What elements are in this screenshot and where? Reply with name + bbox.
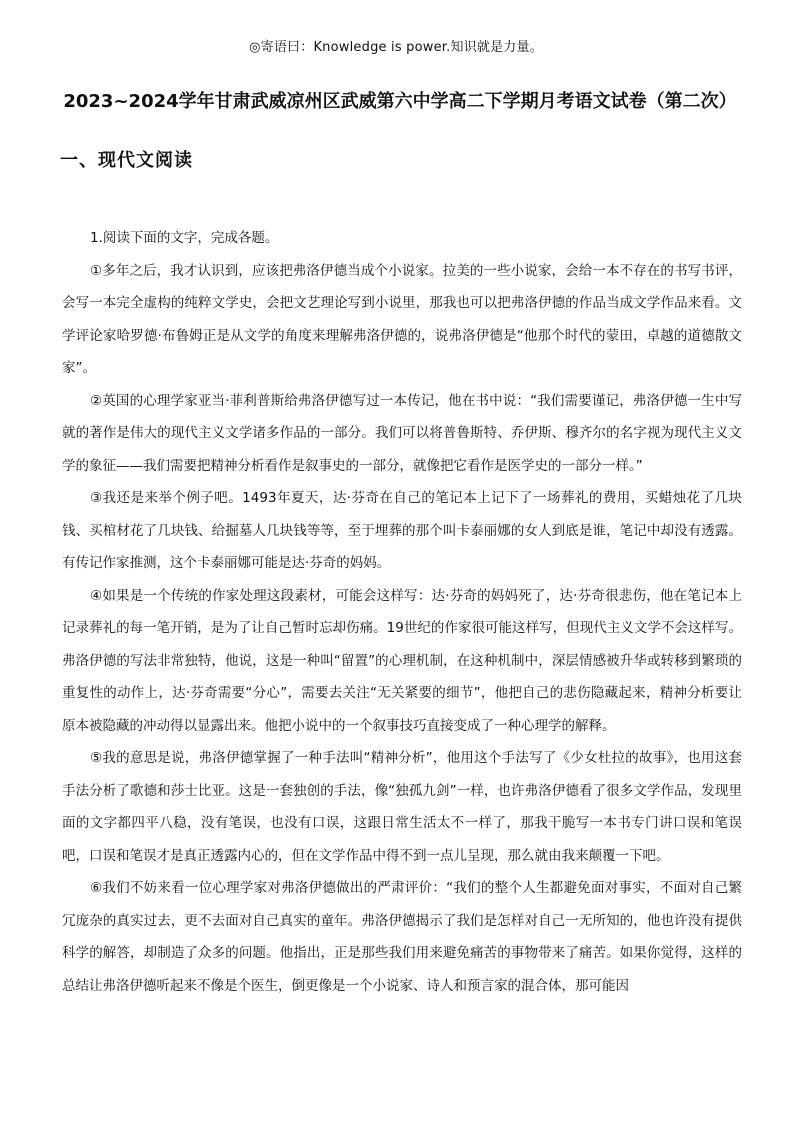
section-heading: 一、现代文阅读: [60, 150, 193, 171]
question-instruction: 1.阅读下面的文字，完成各题。: [90, 230, 279, 246]
passage-paragraph-6: ⑥我们不妨来看一位心理学家对弗洛伊德做出的严肃评价：“我们的整个人生都避免面对事实，不面对自己繁冗庞杂的真实过去，更不去面对自己真实的童年。弗洛伊德揭示了我们是怎样对自己一无所知的，他也许没有提供科学的解答，却制造了众多的问题。他指出，正是那些我们用来避免痛苦的事物带来了痛苦。如果你觉得，这样的总结让弗洛伊德听起来不像是个医生，倒更像是一个小说家、诗人和预言家的混合体，那可能因: [62, 880, 742, 994]
passage-paragraph-1: ①多年之后，我才认识到，应该把弗洛伊德当成个小说家。拉美的一些小说家，会给一本不存在的书写书评，会写一本完全虚构的纯粹文学史，会把文艺理论写到小说里，那我也可以把弗洛伊德的作品当成文学作品来看。文学评论家哈罗德·布鲁姆正是从文学的角度来理解弗洛伊德的，说弗洛伊德是“他那个时代的蒙田，卓越的道德散文家”。: [62, 262, 742, 376]
passage-paragraph-4: ④如果是一个传统的作家处理这段素材，可能会这样写：达·芬奇的妈妈死了，达·芬奇很悲伤，他在笔记本上记录葬礼的每一笔开销，是为了让自己暂时忘却伤痛。19世纪的作家很可能这样写，但现代主义文学不会这样写。弗洛伊德的写法非常独特，他说，这是一种叫“留置”的心理机制，在这种机制中，深层情感被升华或转移到繁琐的重复性的动作上，达·芬奇需要“分心”，需要去关注“无关紧要的细节”，他把自己的悲伤隐藏起来，精神分析要让原本被隐藏的冲动得以显露出来。他把小说中的一个叙事技巧直接变成了一种心理学的解释。: [62, 587, 742, 734]
passage-paragraph-3: ③我还是来举个例子吧。1493年夏天，达·芬奇在自己的笔记本上记下了一场葬礼的费用，买蜡烛花了几块钱、买棺材花了几块钱、给掘墓人几块钱等等，至于埋葬的那个叫卡泰丽娜的女人到底是谁，笔记中却没有透露。有传记作家推测，这个卡泰丽娜可能是达·芬奇的妈妈。: [62, 490, 742, 571]
reading-passage: [62, 222, 742, 1002]
header-motto: ◎寄语曰：Knowledge is power.知识就是力量。: [249, 40, 543, 55]
passage-paragraph-2: ②英国的心理学家亚当·菲利普斯给弗洛伊德写过一本传记，他在书中说：“我们需要谨记，弗洛伊德一生中写就的著作是伟大的现代主义文学诸多作品的一部分。我们可以将普鲁斯特、乔伊斯、穆齐尔的名字视为现代主义文学的象征——我们需要把精神分析看作是叙事史的一部分，就像把它看作是医学史的一部分一样。”: [62, 392, 742, 474]
passage-paragraph-5: ⑤我的意思是说，弗洛伊德掌握了一种手法叫“精神分析”，他用这个手法写了《少女杜拉的故事》，也用这套手法分析了歌德和莎士比亚。这是一套独创的手法，像“独孤九剑”一样，也许弗洛伊德看了很多文学作品，发现里面的文字都四平八稳，没有笔误，也没有口误，这跟日常生活太不一样了，那我干脆写一本书专门讲口误和笔误吧，口误和笔误才是真正透露内心的，但在文学作品中得不到一点儿呈现，那么就由我来颠覆一下吧。: [62, 750, 742, 864]
document-title: 2023~2024学年甘肃武威凉州区武威第六中学高二下学期月考语文试卷（第二次）: [63, 91, 737, 112]
